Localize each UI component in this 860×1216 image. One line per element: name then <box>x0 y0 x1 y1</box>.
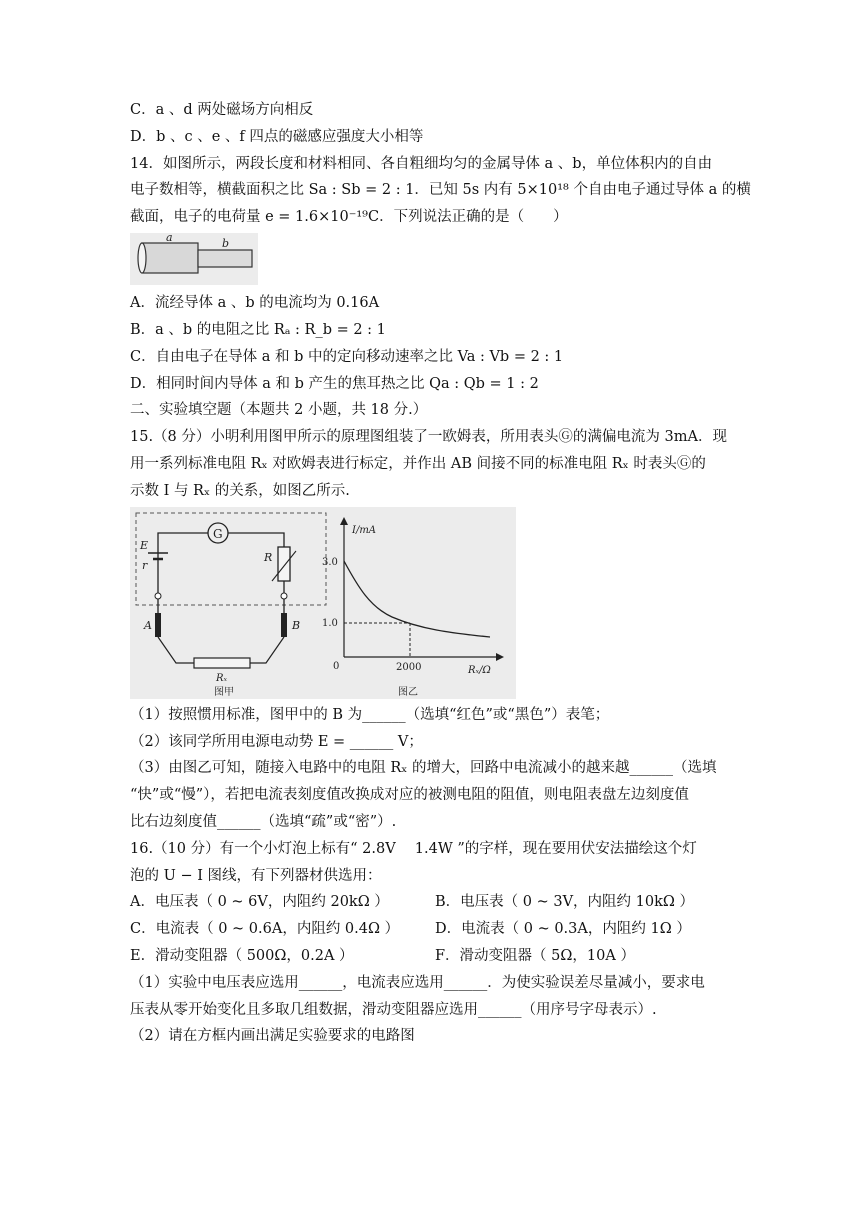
rx-label: Rₓ <box>216 672 228 684</box>
probe-a-label: A <box>144 618 152 632</box>
q15-part1: （1）按照惯用标准，图甲中的 B 为______（选填“红色”或“黑色”）表笔； <box>130 706 610 723</box>
option-d-q14: D．相同时间内导体 a 和 b 产生的焦耳热之比 Qa : Qb = 1 : 2 <box>130 375 539 392</box>
option-a-q14: A．流经导体 a 、b 的电流均为 0.16A <box>130 295 380 312</box>
internal-resistance-label: r <box>142 558 148 572</box>
question-15-line3: 示数 I 与 Rₓ 的关系，如图乙所示. <box>130 482 350 499</box>
q15-part2: （2）该同学所用电源电动势 E = ______ V； <box>130 733 423 750</box>
conductor-b-label: b <box>222 237 230 251</box>
options-row-ef <box>130 946 730 966</box>
tick-0: 0 <box>333 660 340 672</box>
rheostat-label: R <box>264 550 273 564</box>
options-row-cd <box>130 919 730 939</box>
question-16-line2: 泡的 U − I 图线，有下列器材供选用： <box>130 867 382 884</box>
q15-part3-line2: “快”或“慢”），若把电流表刻度值改换成对应的被测电阻的阻值，则电阻表盘左边刻度值 <box>130 787 689 804</box>
caption-left: 图甲 <box>214 686 234 698</box>
option-d-q13: D．b 、c 、e 、f 四点的磁感应强度大小相等 <box>130 128 424 145</box>
section-heading: 二、实验填空题（本题共 2 小题，共 18 分.） <box>130 402 428 419</box>
option-b-voltmeter: B．电压表（ 0 ~ 3V，内阻约 10kΩ ） <box>435 894 695 911</box>
question-14-line1: 14．如图所示，两段长度和材料相同、各自粗细均匀的金属导体 a 、b，单位体积内的自由 <box>130 155 713 172</box>
question-14-line3: 截面，电子的电荷量 e = 1.6×10⁻¹⁹C．下列说法正确的是（ ） <box>130 209 568 226</box>
question-15-line2: 用一系列标准电阻 Rₓ 对欧姆表进行标定，并作出 AB 间接不同的标准电阻 Rₓ 时表头Ⓖ的 <box>130 455 706 472</box>
q16-part1-line2: 压表从零开始变化且多取几组数据，滑动变阻器应选用______（用序号字母表示）. <box>130 1001 657 1018</box>
question-15-line1: 15.（8 分）小明利用图甲所示的原理图组装了一欧姆表，所用表头Ⓖ的满偏电流为 3mA．现 <box>130 429 727 446</box>
q16-part2: （2）请在方框内画出满足实验要求的电路图 <box>130 1028 415 1045</box>
option-c-q13: C．a 、d 两处磁场方向相反 <box>130 102 314 118</box>
document-page <box>130 100 751 1053</box>
emf-label: E <box>140 538 149 552</box>
option-b-q14: B．a 、b 的电阻之比 Rₐ : R_b = 2 : 1 <box>130 321 386 338</box>
tick-2000: 2000 <box>396 661 422 673</box>
tick-3: 3.0 <box>322 556 338 568</box>
question-14-line2: 电子数相等，横截面积之比 Sa : Sb = 2 : 1．已知 5s 内有 5×10¹⁸ 个自由电子通过导体 a 的横 <box>130 182 751 199</box>
option-c-q14: C．自由电子在导体 a 和 b 中的定向移动速率之比 Va : Vb = 2 : 1 <box>130 348 564 365</box>
y-axis-label: I/mA <box>352 524 377 536</box>
galvanometer-label: G <box>213 526 223 541</box>
option-c-ammeter: C．电流表（ 0 ~ 0.6A，内阻约 0.4Ω ） <box>130 921 400 938</box>
q15-part3-line1: （3）由图乙可知，随接入电路中的电阻 Rₓ 的增大，回路中电流减小的越来越______（选填 <box>130 760 717 777</box>
conductor-a-label: a <box>166 233 173 245</box>
options-row-ab <box>130 892 730 912</box>
option-a-voltmeter: A．电压表（ 0 ~ 6V，内阻约 20kΩ ） <box>130 894 389 911</box>
option-f-rheostat: F．滑动变阻器（ 5Ω，10A ） <box>435 947 635 964</box>
q16-part1-line1: （1）实验中电压表应选用______，电流表应选用______．为使实验误差尽量减小，要求电 <box>130 974 705 991</box>
x-axis-label: Rₓ/Ω <box>468 664 491 676</box>
tick-1: 1.0 <box>322 617 338 629</box>
ohmmeter-figure <box>130 507 516 699</box>
option-d-ammeter: D．电流表（ 0 ~ 0.3A，内阻约 1Ω ） <box>435 921 691 938</box>
q15-part3-line3: 比右边刻度值______（选填“疏”或“密”）. <box>130 813 397 830</box>
option-e-rheostat: E．滑动变阻器（ 500Ω，0.2A ） <box>130 947 354 964</box>
question-16-line1: 16.（10 分）有一个小灯泡上标有“ 2.8V 1.4W ”的字样，现在要用伏安法描绘这个灯 <box>130 840 697 857</box>
caption-right: 图乙 <box>398 686 418 698</box>
probe-b-label: B <box>292 618 301 632</box>
conductor-figure <box>130 233 258 285</box>
